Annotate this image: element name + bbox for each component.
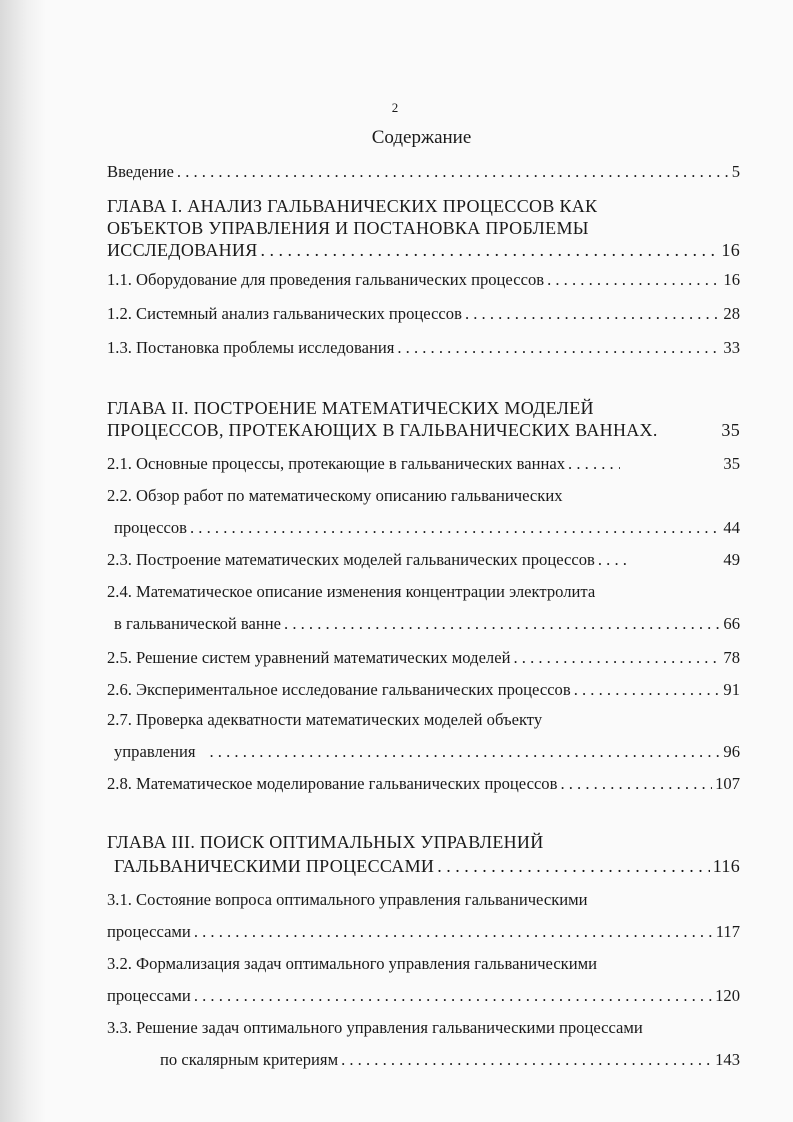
toc-entry-2-4[interactable] [114, 614, 740, 634]
toc-entry-page: 5 [731, 162, 740, 181]
chapter-1-title-line-3: ИССЛЕДОВАНИЯ [107, 240, 258, 260]
toc-entry-2-7[interactable] [114, 742, 740, 762]
toc-entry-label: 2.6. Экспериментальное исследование гальванических процессов [107, 680, 571, 699]
leader-dots [194, 986, 712, 1006]
toc-entry-label: 2.8. Математическое моделирование гальванических процессов [107, 774, 558, 793]
toc-entry-label: процессов [114, 518, 187, 537]
toc-entry-2-6[interactable] [107, 680, 740, 700]
toc-entry-label: 1.2. Системный анализ гальванических процессов [107, 304, 462, 323]
toc-entry-page: 107 [715, 774, 740, 793]
toc-entry-2-3[interactable] [107, 550, 740, 570]
toc-entry-page: 66 [723, 614, 740, 633]
toc-entry-2-4-line-1[interactable]: 2.4. Математическое описание изменения концентрации электролита [107, 582, 596, 601]
toc-entry-page: 91 [723, 680, 740, 699]
toc-entry-label: по скалярным критериям [160, 1050, 339, 1069]
leader-dots [568, 454, 620, 474]
toc-entry-3-2[interactable] [107, 986, 740, 1006]
toc-entry-page: 16 [721, 240, 740, 260]
toc-entry-label: процессами [107, 922, 191, 941]
toc-entry-3-3[interactable] [160, 1050, 740, 1070]
toc-entry-chapter-3[interactable] [114, 856, 740, 876]
leader-dots [210, 742, 721, 762]
toc-entry-label: 1.1. Оборудование для проведения гальванических процессов [107, 270, 545, 289]
leader-dots [465, 304, 720, 324]
leader-dots [261, 240, 719, 260]
toc-entry-label: Введение [107, 162, 174, 181]
toc-entry-1-1[interactable] [107, 270, 740, 290]
leader-dots [284, 614, 720, 634]
toc-entry-page: 44 [723, 518, 740, 537]
scan-page-edge [0, 0, 46, 1122]
toc-entry-2-1[interactable] [107, 454, 740, 474]
toc-entry-1-3[interactable] [107, 338, 740, 358]
toc-entry-3-1-line-1[interactable]: 3.1. Состояние вопроса оптимального управления гальваническими [107, 890, 588, 909]
chapter-1-title-line-2[interactable]: ОБЪЕКТОВ УПРАВЛЕНИЯ И ПОСТАНОВКА ПРОБЛЕМЫ [107, 218, 589, 238]
chapter-2-title-line-2: ПРОЦЕССОВ, ПРОТЕКАЮЩИХ В ГАЛЬВАНИЧЕСКИХ ВАННАХ. [107, 420, 658, 440]
leader-dots [397, 338, 720, 358]
toc-entry-page: 116 [712, 856, 740, 876]
toc-entry-2-2[interactable] [114, 518, 740, 538]
toc-entry-page: 117 [715, 922, 740, 941]
toc-entry-page: 28 [723, 304, 740, 323]
leader-dots [341, 1050, 712, 1070]
toc-entry-label: в гальванической ванне [114, 614, 282, 633]
toc-entry-2-7-line-1[interactable]: 2.7. Проверка адекватности математических моделей объекту [107, 710, 543, 729]
toc-entry-label: 1.3. Постановка проблемы исследования [107, 338, 395, 357]
toc-entry-3-1[interactable] [107, 922, 740, 942]
toc-entry-page: 49 [723, 550, 740, 569]
toc-title: Содержание [371, 127, 472, 148]
leader-dots [598, 550, 628, 570]
toc-entry-page: 35 [721, 420, 740, 440]
toc-entry-chapter-2[interactable] [107, 420, 740, 440]
leader-dots [194, 922, 713, 942]
chapter-2-title-line-1[interactable]: ГЛАВА II. ПОСТРОЕНИЕ МАТЕМАТИЧЕСКИХ МОДЕЛЕЙ [107, 398, 594, 418]
toc-entry-page: 33 [723, 338, 740, 357]
chapter-3-title-line-2: ГАЛЬВАНИЧЕСКИМИ ПРОЦЕССАМИ [114, 856, 435, 876]
toc-entry-page: 35 [723, 454, 740, 473]
toc-entry-page: 78 [723, 648, 740, 667]
toc-entry-2-2-line-1[interactable]: 2.2. Обзор работ по математическому описанию гальванических [107, 486, 563, 505]
toc-entry-page: 96 [723, 742, 740, 761]
toc-entry-page: 120 [715, 986, 740, 1005]
toc-entry-2-8[interactable] [107, 774, 740, 794]
chapter-3-title-line-1[interactable]: ГЛАВА III. ПОИСК ОПТИМАЛЬНЫХ УПРАВЛЕНИЙ [107, 832, 544, 852]
toc-entry-chapter-1[interactable] [107, 240, 740, 260]
leader-dots [177, 162, 729, 182]
leader-dots [190, 518, 720, 538]
toc-entry-label: 2.1. Основные процессы, протекающие в гальванических ваннах [107, 454, 566, 473]
toc-entry-2-5[interactable] [107, 648, 740, 668]
leader-dots [547, 270, 720, 290]
leader-dots [437, 856, 710, 876]
leader-dots [513, 648, 720, 668]
leader-dots [574, 680, 721, 700]
toc-entry-label: процессами [107, 986, 191, 1005]
toc-entry-label: 2.3. Построение математических моделей гальванических процессов [107, 550, 595, 569]
toc-entry-1-2[interactable] [107, 304, 740, 324]
chapter-1-title-line-1[interactable]: ГЛАВА I. АНАЛИЗ ГАЛЬВАНИЧЕСКИХ ПРОЦЕССОВ КАК [107, 196, 598, 216]
toc-entry-label: 2.5. Решение систем уравнений математических моделей [107, 648, 511, 667]
page-number: 2 [391, 100, 399, 115]
toc-entry-3-3-line-1[interactable]: 3.3. Решение задач оптимального управления гальваническими процессами [107, 1018, 643, 1037]
toc-entry-label: управления [114, 742, 196, 761]
toc-entry-intro[interactable] [107, 162, 740, 182]
toc-entry-3-2-line-1[interactable]: 3.2. Формализация задач оптимального управления гальваническими [107, 954, 598, 973]
leader-dots [560, 774, 712, 794]
toc-entry-page: 16 [723, 270, 740, 289]
toc-entry-page: 143 [715, 1050, 740, 1069]
